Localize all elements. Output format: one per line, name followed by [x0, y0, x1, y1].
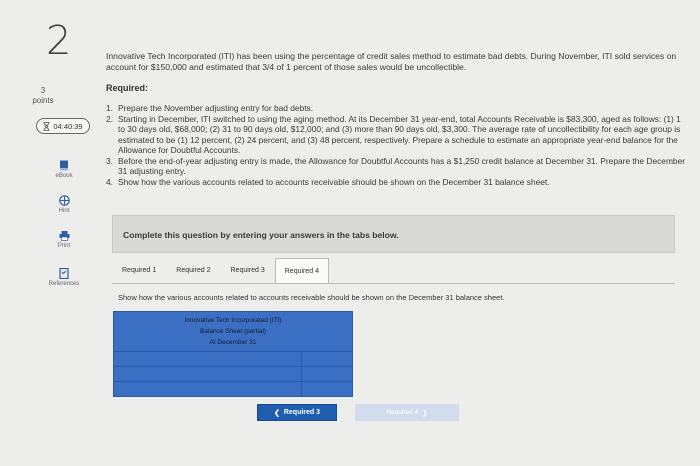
print-button[interactable]: [44, 230, 84, 249]
instruction-box: [112, 215, 675, 253]
balance-sheet-table: [113, 311, 353, 397]
hint-label: Hint: [58, 208, 70, 214]
requirement-item: [106, 114, 686, 156]
requirement-number: 3.: [106, 155, 113, 166]
ebook-button[interactable]: [44, 160, 84, 179]
requirement-item: [106, 177, 686, 188]
requirements-list: [106, 103, 686, 187]
chevron-left-icon: ❮: [273, 409, 280, 417]
requirement-text: Prepare the November adjusting entry for bad debts.: [118, 103, 314, 113]
book-icon: [59, 160, 69, 171]
requirement-text: Starting in December, ITI switched to using the aging method. At its December 31 year-end, total Accounts Receivable is $83,300, aged as follows: (1) 1 to 30 days old, $68,000; (2) 31 to 90 days old, $12,000; and (3) more than 90 days old, $3,300. The average rate of uncollectibility for each age group is estimated to be (1) 12 percent, (2) 24 percent, and (3) 48 percent, respectively. Prepare a schedule to estimate an appropriate year-end balance for the Allowance for Doubtful Accounts.: [118, 113, 681, 155]
table-row: [113, 367, 353, 382]
amount-cell[interactable]: [302, 367, 352, 381]
timer[interactable]: [36, 118, 90, 134]
requirement-number: 2.: [106, 113, 113, 124]
points-label: [28, 86, 58, 106]
tab-required-3[interactable]: Required 3: [230, 266, 265, 274]
requirement-item: [106, 156, 686, 177]
points-value: 3: [40, 86, 46, 95]
requirement-text: Before the end-of-year adjusting entry is made, the Allowance for Doubtful Accounts has a $1,250 credit balance at December 31. Prepare the December 31 adjusting entry.: [118, 155, 686, 176]
question-number: 2: [46, 18, 72, 64]
statement-title: Balance Sheet (partial): [199, 328, 267, 335]
tab-required-2[interactable]: Required 2: [176, 266, 211, 274]
amount-cell[interactable]: [302, 352, 352, 366]
document-icon: [59, 268, 69, 279]
hint-button[interactable]: [44, 195, 84, 214]
compass-icon: [59, 195, 70, 206]
amount-cell[interactable]: [302, 382, 352, 396]
ebook-label: eBook: [55, 173, 73, 179]
required-heading: Required:: [106, 83, 149, 93]
tab-required-4[interactable]: Required 4: [275, 258, 329, 284]
next-label: Required 4: [386, 409, 419, 416]
requirement-item: [106, 103, 686, 114]
references-button[interactable]: [44, 268, 84, 287]
tab-bar: [112, 258, 329, 283]
tab-required-1[interactable]: Required 1: [122, 266, 157, 274]
question-intro: Innovative Tech Incorporated (ITI) has been using the percentage of credit sales method to estimate bad debts. During November, ITI sold services on account for $150,000 and estimated that 3/4 of 1 percent of those sales would be uncollectible.: [106, 51, 677, 72]
print-label: Print: [57, 243, 71, 249]
balance-sheet-header: [113, 311, 353, 352]
account-cell[interactable]: [114, 352, 302, 366]
company-name: Innovative Tech Incorporated (ITI): [184, 317, 282, 324]
account-cell[interactable]: [114, 382, 302, 396]
timer-value: 04:40:39: [53, 121, 83, 131]
requirement-number: 4.: [106, 176, 113, 187]
printer-icon: [59, 230, 70, 241]
points-text: points: [32, 96, 54, 105]
account-cell[interactable]: [114, 367, 302, 381]
table-row: [113, 382, 353, 397]
requirement-number: 1.: [106, 103, 113, 113]
hourglass-icon: [43, 122, 50, 131]
tab-prompt: Show how the various accounts related to accounts receivable should be shown on the December 31 balance sheet.: [118, 293, 505, 302]
table-row: [113, 352, 353, 367]
instruction-text: Complete this question by entering your answers in the tabs below.: [123, 230, 399, 240]
previous-label: Required 3: [283, 409, 321, 416]
next-button[interactable]: [355, 404, 459, 421]
previous-button[interactable]: [257, 404, 337, 421]
statement-date: At December 31: [209, 339, 257, 346]
requirement-text: Show how the various accounts related to accounts receivable should be shown on the December 31 balance sheet.: [118, 176, 550, 187]
references-label: References: [48, 281, 80, 287]
chevron-right-icon: ❯: [422, 409, 428, 417]
